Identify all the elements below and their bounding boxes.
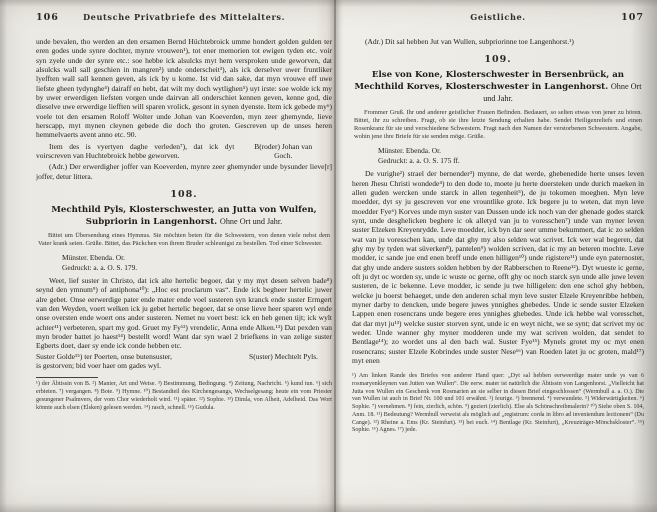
closing-note-line1: Suster Golde¹⁵) ter Poerten, onse butensuster, bbox=[36, 351, 172, 361]
section-title bbox=[38, 205, 330, 228]
letter-body: De vurighe²) strael der bernender³) mynne, de dat werde, ghebenedide herte unses leven heren Jhesu Christi wondede⁴) to den dode to, moete ju herte doersteken unde durich maeken in allen guden wercken unde starck in allen tegenheit⁵), de ju tokomen moeghen. Myn leve moedder, dyt sy ju gescreven vor ene vrountlike grote. Ick begere ju to weten, dat myn leve moedder Fye⁶) Korves unde myn suster van Dussen unde ick noch van der ghenade godes starck synt, unde desghelicken beghere ic ok alletyd van ju to voresschen⁷) unde van myner leven suster Elzeken Kreyenrydde. Leve moedder, ick byn dar seer umme bekummert, dat ic zo selden wat van ju voresschen kan, unde dat ghy my also selden wat scrivet. Ick wer wal begeren, dat ghy my by tyden wat süverken⁸), pantelen⁹) wolden scriven, dat ic my an beteren mochte. Leve modder, ic sande jue end enen breff unde enen hilligen¹⁰) unde rigistere¹¹) unde eyn paternoster, dat ghy unde andere susters solden hebben by der Rabberschen to Reene¹²). Dyt wueste ic gerne, oft ju dyt oc worden sy, unde ic wuste oc gerne, offt ghy oc noch starck syn unde alle juwe leven susteren, de ic bekenne. Leve modder, ic sende ju twe hilligelen: den ene schol ghy hebben, welcke ju boerst behaeget, unde den anderen schal myn leve suster Elzele Kreyenribbe hebben, myner darby to dencken, unde begere juwes ynnighes ghebedes. Unde ic sende suster Elzeken Lappen enen rosencrans unde begere eres ynnighes ghebedes. Unde ick hebbe wal voresschet, dat dar myt ju¹³) welcke suster storven synt, unde ic en weyt nicht, we se synt; dat scrivet my oc weder. Unde wanner ghy myner modderen unde my wat scriven wolden, dat sendet to Bentlage¹⁴); zo wordet uns al den bach wal. Suster Fye¹⁵) Mynels grotet my oc myt enen rosencrans; suster Elzele Kobrindes unde suster Nese¹⁶) van Roeden latet ju oc groten, mald¹⁷) myt enen bbox=[352, 169, 644, 366]
letter-body: Weet, lief suster in Christo, dat ick alte hertelic begoer, dat y my myt desen selven bade⁸) seynd den ymnum⁹) of antiphona¹⁰): „Hoc est proclarum vas“. Ende ick begheer hertelic juwer alre gebet. Onse eerwerdige pater ende mater ende voel susteren syn kranck ende suster Ermgert van den Weyden, voert welken ick ju gebet hertelic begoer, dat se onse lieve heer sparen wyl ende onse oversten ende woert ons ander susteren. Nemet nu voert best: ick en heb genen tijt; ick wylt achter¹¹) verbeteren, spart my god. Gruet my Fy¹²) vrendelic, Anna ende Alken.¹³) Dat pexden van myn broder battet jo haest¹⁴) bestellt word! Want dar syn wael 2 briefkens in van zelige suster Egberts doet, daer sy ende ick conde hebben etc. bbox=[36, 275, 332, 351]
footnote-rule bbox=[36, 377, 98, 378]
letter-summary: Frommer Gruß. Ihr und anderer geistlicher Frauen Befinden. Bedauert, so selten etwas von jener zu hören. Bittet, ihr zu schreiben. Fragt, ob sie ihre letzte Sendung erhalten habe. Sendet Heiligenreliefs und einen Rosenkranz für sie und verschiedene Schwestern. Fragt nach den Namen der verstorbenen Schwestern. Angabe, wohin jene ihre Briefe für sie senden möge. Grüße. bbox=[354, 109, 642, 141]
archive-reference: Münster. Ebenda. Or. bbox=[62, 253, 126, 263]
source-reference bbox=[62, 253, 332, 272]
section-title bbox=[354, 70, 642, 105]
footnotes-right: ¹) Am linken Rande des Briefes von anderer Hand quer: „Dyt sal hebben eerweerdige mater unde ys van 6 rosmaryenkleynen van Jutten van Wullen“. Die eerw. mater ist natürlich die Äbtissin von Langenhorst. „Vielleicht hat Jutta von Wullen ein Geschenk von Rosmarien an sie selber in diesen Brief eingeschlossen“ (Wermbull a. a. O.). Die van Wullen ist auch in Brief Nr. 100 und 101 erwähnt. ²) feurige. ³) brennend. ⁴) verwundete. ⁵) Widerwärtigkeiten. ⁶) Sophie. ⁷) vernehmen. ⁸) fein, zierlich, schön. ⁹) geziert (zierlich). Else als Schönschreibmalerin? ¹⁰) Siehe oben S. 104, Anm. 18. ¹¹) Bedeutung? Wermbull verweist als möglich auf „registrum: corda in libro ad inveniendum lectionem“ (Du Cange). ¹²) Rheine a. Ems (Kr. Steinfurt). ¹³) bei euch. ¹⁴) Bentlage (Kr. Steinfurt), „Kreuzträger-Mönchskloster“. ¹⁵) Sophie. ¹⁶) Agnes. ¹⁷) jede. bbox=[352, 373, 644, 434]
print-reference: Gedruckt: a. a. O. S. 179. bbox=[62, 262, 138, 272]
closing-signature: S(uster) Mechtelt Pyls. bbox=[249, 351, 318, 361]
letter-continuation: unde bevalen, tho werden an den ersamen Bernd Hüchtebroick umme hondert golden gulden ter eren godes unde synre dochter, mynre vrouwen¹), tot ener memorien tot ewigen tyden etc. voir syn zyele unde der synre etc.: soe hebbe ick alsulcks myt hem versproken unde geworven, dat alsulcks wall sall geschien in mangren²) unde onderscheit³), als ick derselver uwer fruntliker lyefften wall sall kennen geven, als ick by u kome. Ist vid dan sake, dat myn vrouwe eff uwe liefste gheen tydynghe⁴) dairaff en hebt, dat wilt my doch wytlighen⁵) uyt irste: soe wolde ick my by uwer erwerdigen liefsten vorgen unde dairvan all onderschiet kennen geven, kenne god, die dieselve uwe erwerdige liefften will sparen vrolick, gesont in synen dyenste. Item ick gebede my⁶) voele tot den ersamen Roloff Wolter unde Johan van Koeverden, myn zeer ghemynde, lieve herscapp, myt mynen cleynen gebede die doch tho groten. Gescreven up de unses heren hemmelvaerts avent anno etc. 90. bbox=[36, 37, 332, 140]
letter-summary: Bittet um Übersendung eines Hymnus. Sie möchten beten für die Schwestern, von denen viele nebst dem Vater krank seien. Grüße. Bittet, das Päckchen von ihrem Bruder schleunigst zu bestellen. Tod einer Schwester. bbox=[38, 232, 330, 248]
footnotes-left: ¹) der Äbtissin von B. ²) Manier, Art und Weise. ³) Bestimmung, Bedingung. ⁴) Zeitung, Nachricht. ⁵) kund tun. ⁶) sich erbieten. ⁷) vergangen. ⁸) Bote. ⁹) Hymne. ¹⁰) Bestandteil des Kirchengesangs, Wechselgesang; heute ein vom Priester gesungener Psalmvers, der vom Chor wiederholt wird. ¹¹) später. ¹²) Sophie. ¹³) Dimla, von Alheit, Adelheid. Das Wort könnte auch elsen (Elsken) gelesen werden. ¹⁴) rasch, schnell. ¹⁵) Gudula. bbox=[36, 381, 332, 411]
page-106 bbox=[36, 12, 332, 506]
source-reference bbox=[378, 146, 644, 165]
item-postscript-row bbox=[36, 142, 332, 161]
item-postscript: Item des is vyertyen daghe verleden⁷), dat ick dyt voirscreven van Huchtebroick hebbe geworven. bbox=[36, 141, 235, 161]
signature-place: Goch. bbox=[274, 151, 293, 161]
section-title-dateline: Ohne Ort und Jahr. bbox=[483, 82, 642, 104]
address-line: (Adr.) Der erwerdigher joffer van Koeverden, mynre zeer ghemynder unde bysunder lieve[r] joffer, detur littera. bbox=[36, 162, 332, 181]
archive-reference: Münster. Ebenda. Or. bbox=[378, 146, 442, 156]
letter-closing bbox=[36, 352, 332, 371]
section-title-dateline: Ohne Ort und Jahr. bbox=[219, 217, 283, 227]
section-number: 108. bbox=[170, 189, 198, 201]
running-title: Deutsche Privatbriefe des Mittelalters. bbox=[82, 12, 286, 22]
closing-note bbox=[36, 352, 172, 371]
section-title-main: Mechthild Pyls, Klosterschwester, an Jutta von Wulfen, Subpriorin in Langenhorst. bbox=[51, 205, 317, 228]
running-title: Geistliche. bbox=[470, 12, 526, 22]
address-line: (Adr.) Dit sal hebben Jut van Wullen, subpriorinne toe Langenhorst.¹) bbox=[365, 37, 574, 46]
section-number: 109. bbox=[484, 54, 512, 66]
page-header-left bbox=[36, 12, 332, 27]
item-signature bbox=[234, 142, 332, 161]
section-title-main: Else von Kone, Klosterschwester in Bersenbrück, an Mechthild Korves, Klosterschwester in Langenhorst. bbox=[354, 70, 625, 93]
page-number: 107 bbox=[621, 12, 644, 23]
signature-name: B(roder) Johan van bbox=[254, 141, 313, 151]
print-reference: Gedruckt: a. a. O. S. 175 ff. bbox=[378, 155, 460, 165]
closing-note-line2: is gestorven; bid voer haer om gades wyl. bbox=[36, 361, 161, 371]
page-number: 106 bbox=[36, 12, 59, 23]
page-gutter bbox=[334, 0, 336, 512]
page-107 bbox=[352, 12, 644, 506]
page-header-right bbox=[352, 12, 644, 27]
